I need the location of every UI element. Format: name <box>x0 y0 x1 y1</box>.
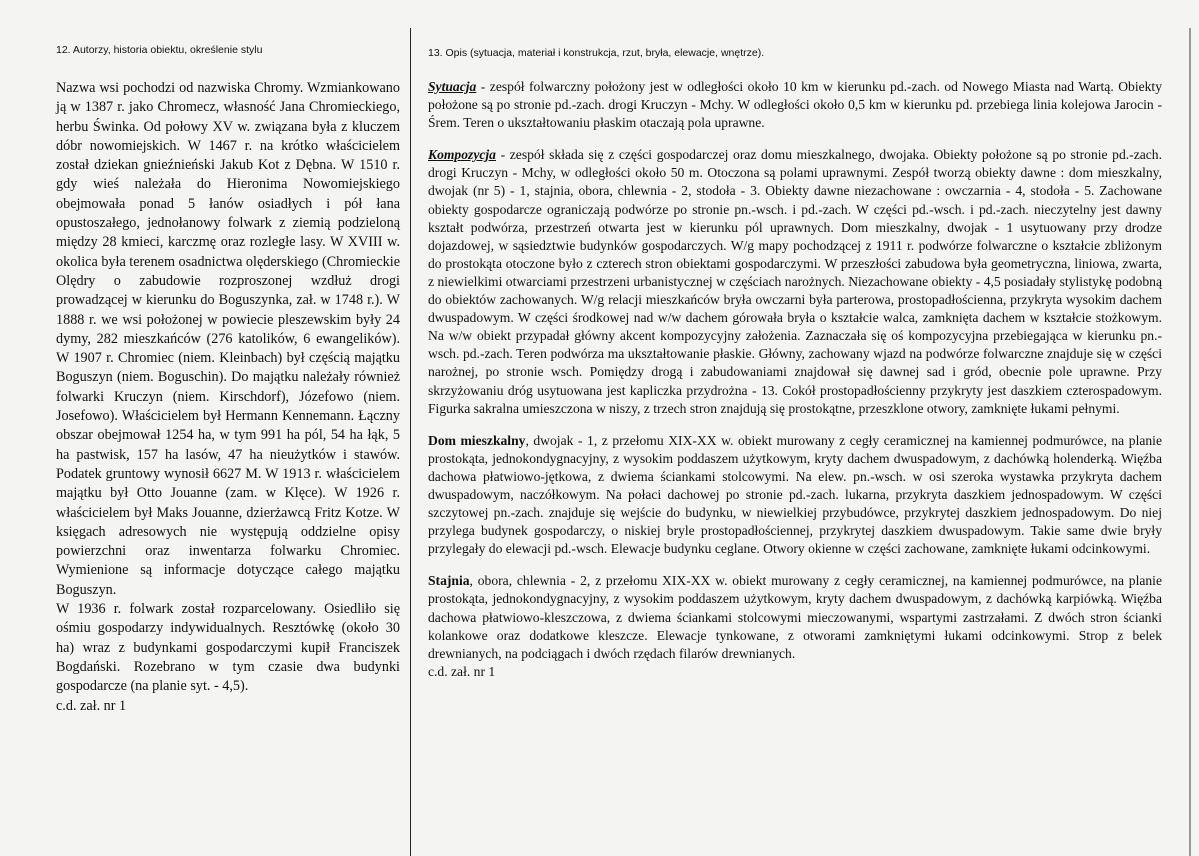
kompozycja-text: - zespół składa się z części gospodarczej oraz domu mieszkalnego, dwojaka. Obiekty położone są po stronie pd.-zach. drogi Kruczyn - Mchy, w odległości około 50 m. Otoczona są polami uprawnymi. Zespół tworzą obiekty dawne : dom mieszkalny, dwojak (nr 5) - 1, stajnia, obora, chlewnia - 2, stodoła - 3. Obiekty dawne niezachowane : owczarnia - 4, stodoła - 5. Zachowane obiekty gospodarcze ograniczają podwórze po stronie pn.-wsch. i pd.-zach. W części pd.-wsch. i pd.-zach. nieczytelny jest dawny kształt podwórza, przestrzeń otwarta jest w kierunku pól uprawnych. Dom mieszkalny, dwojak - 1 usytuowany przy drodze dojazdowej, w sąsiedztwie budynków gospodarczych. W/g mapy pochodzącej z 1911 r. podwórze folwarczne o kształcie zbliżonym do prostokąta otoczone było z czterech stron obiektami gospodarczymi. W przeszłości zabudowa była geometryczna, liniowa, zwarta, z niewielkimi otwarciami przestrzeni urbanistycznej w częściach narożnych. Niezachowane obiekty - 4,5 posiadały stylistykę podobną do obiektów zachowanych. W/g relacji mieszkańców bryła owczarni była parterowa, prostopadłościenna, przykryta wysokim dachem dwuspadowym. W części środkowej nad w/w dachem górowała bryła o kształcie walca, zamknięta dachem w kształcie stożkowym. Na w/w obiekt przypadał główny akcent kompozycyjny założenia. Zaznaczała się oś kompozycyjna przebiegająca w kierunku pn.-wsch. pd.-zach. Teren podwórza ma ukształtowanie płaskie. Główny, zachowany wjazd na podwórze folwarczne znajduje się w części narożnej, po stronie wsch. Pomiędzy drogą i zabudowaniami znajdował się dawnej sad i gród, obecnie pole uprawne. Przy skrzyżowaniu dróg usytuowana jest kapliczka przydrożna - 13. Cokół prostopadłościenny przykryty jest daszkiem czterospadowym. Figurka sakralna umieszczona w niszy, z trzech stron znajdują się prostokątne, przeszklone otwory, zamknięte łukami pełnymi. <box>428 147 1162 416</box>
dom-text: , dwojak - 1, z przełomu XIX-XX w. obiekt murowany z cegły ceramicznej na kamiennej podmurówce, na planie prostokąta, jednokondygnacyjny, z wysokim poddaszem użytkowym, kryty dachem dwuspadowym, z dachówką holenderką. Więźba dachowa płatwiowo-jętkowa, z dwiema ściankami stolcowymi. Na elew. pn.-wsch. w osi szeroka wystawka przykryta dachem dwuspadowym, naczółkowym. Na połaci dachowej po stronie pd.-zach. lukarna, przykryta daszkiem jednospadowym. W części szczytowej pn.-zach. znajduje się wejście do budynku, w niewielkiej przybudówce, przykrytej daszkiem jednospadowym. Do niej przylega budynek gospodarczy, o niskiej bryle prostopadłościennej, przykrytej daszkiem dwuspadowym. Takie same dwie bryły przylegały do elewacji pd.-wsch. Elewacje budynku ceglane. Otwory okienne w części zachowane, zamknięte łukami odcinkowymi. <box>428 432 1162 557</box>
continuation-note: c.d. zał. nr 1 <box>56 697 127 714</box>
page-edge <box>1189 28 1191 856</box>
history-column <box>56 79 400 716</box>
sytuacja-paragraph <box>428 78 1162 132</box>
description-column <box>428 78 1162 681</box>
parcellation-paragraph: W 1936 r. folwark został rozparcelowany. Osiedliło się ośmiu gospodarzy indywidualnych. Resztówkę (około 30 ha) wraz z budynkami gospodarczymi kupił Franciszek Bogdański. Rozebrano w tym czasie dwa budynki gospodarcze (na planie syt. - 4,5). <box>56 601 400 695</box>
sytuacja-text: - zespół folwarczny położony jest w odległości około 10 km w kierunku pd.-zach. od Nowego Miasta nad Wartą. Obiekty położone są po stronie pd.-zach. drogi Kruczyn - Mchy. W odległości około 0,5 km w kierunku pd. przebiega linia kolejowa Jarocin - Śrem. Teren o ukształtowaniu płaskim otaczają pola uprawne. <box>428 79 1162 131</box>
stajnia-paragraph <box>428 572 1162 662</box>
dom-paragraph <box>428 432 1162 559</box>
continuation-note: c.d. zał. nr 1 <box>428 663 496 679</box>
dom-heading: Dom mieszkalny <box>428 432 526 448</box>
kompozycja-heading: Kompozycja <box>428 147 496 163</box>
history-paragraph: Nazwa wsi pochodzi od nazwiska Chromy. Wzmiankowano ją w 1387 r. jako Chromecz, własność Jana Chromieckiego, herbu Świnka. Od połowy XV w. związana była z kluczem dóbr nowomiejskich. W 1467 r. na krótko właścicielem został dziekan gnieźnieński Jakub Kot z Dębna. W 1510 r. gdy wieś należała do Hieronima Nowomiejskiego obejmowała ponad 5 łanów osiadłych i pół łana opustoszałego, jednołanowy folwark z ziemią podzieloną między 28 kmieci, karczmę oraz rozległe lasy. W XVIII w. okolica była terenem osadnictwa olęderskiego (Chromieckie Olędry o zabudowie rozproszonej wzdłuż drogi prowadzącej w kierunku do Boguszynka, zał. w 1748 r.). W 1888 r. we wsi położonej w powiecie pleszewskim były 24 dymy, 282 mieszkańców (276 katolików, 6 ewangelików). W 1907 r. Chromiec (niem. Kleinbach) był częścią majątku Boguszyn (niem. Boguschin). Do majątku należały również folwarki Kruczyn (niem. Kirschdorf), Józefowo (niem. Josefowo). Właścicielem był Hermann Kennemann. Łączny obszar obejmował 1254 ha, w tym 991 ha pól, 54 ha łąk, 5 ha pastwisk, 157 ha lasów, 47 ha nieużytków i stawów. Podatek gruntowy wynosił 6627 M. W 1913 r. właścicielem majątku był Otto Jouanne (zam. w Klęce). W 1926 r. właścicielem był Maks Jouanne, dzierżawcą Fritz Kotze. W księgach adresowych nie występują oddzielne opisy powierzchni oraz inwentarza folwarku Chromiec. Wymienione są informacje dotyczące całego majątku Boguszyn. <box>56 80 400 598</box>
stajnia-text: , obora, chlewnia - 2, z przełomu XIX-XX w. obiekt murowany z cegły ceramicznej, na kamiennej podmurówce, na planie prostokąta, jednokondygnacyjny, z wysokim poddaszem użytkowym, kryty dachem dwuspadowym, z dachówką karpiówką. Więźba dachowa płatwiowo-kleszczowa, z dwiema ściankami stolcowymi mieczowanymi, wspartymi zastrzałami. Z dwóch stron ścianki kolankowe oraz dodatkowe kleszcze. Elewacje tynkowane, z otworami zamkniętymi łukami odcinkowymi. Strop z belek drewnianych, na podciągach i dwóch rzędach filarów drewnianych. <box>428 573 1162 661</box>
section-13-header: 13. Opis (sytuacja, materiał i konstrukcja, rzut, bryła, elewacje, wnętrze). <box>428 47 765 59</box>
sytuacja-heading: Sytuacja <box>428 79 477 94</box>
kompozycja-paragraph <box>428 146 1162 417</box>
section-12-header: 12. Autorzy, historia obiektu, określenie stylu <box>56 44 263 56</box>
column-divider <box>410 28 411 856</box>
stajnia-heading: Stajnia <box>428 573 470 589</box>
